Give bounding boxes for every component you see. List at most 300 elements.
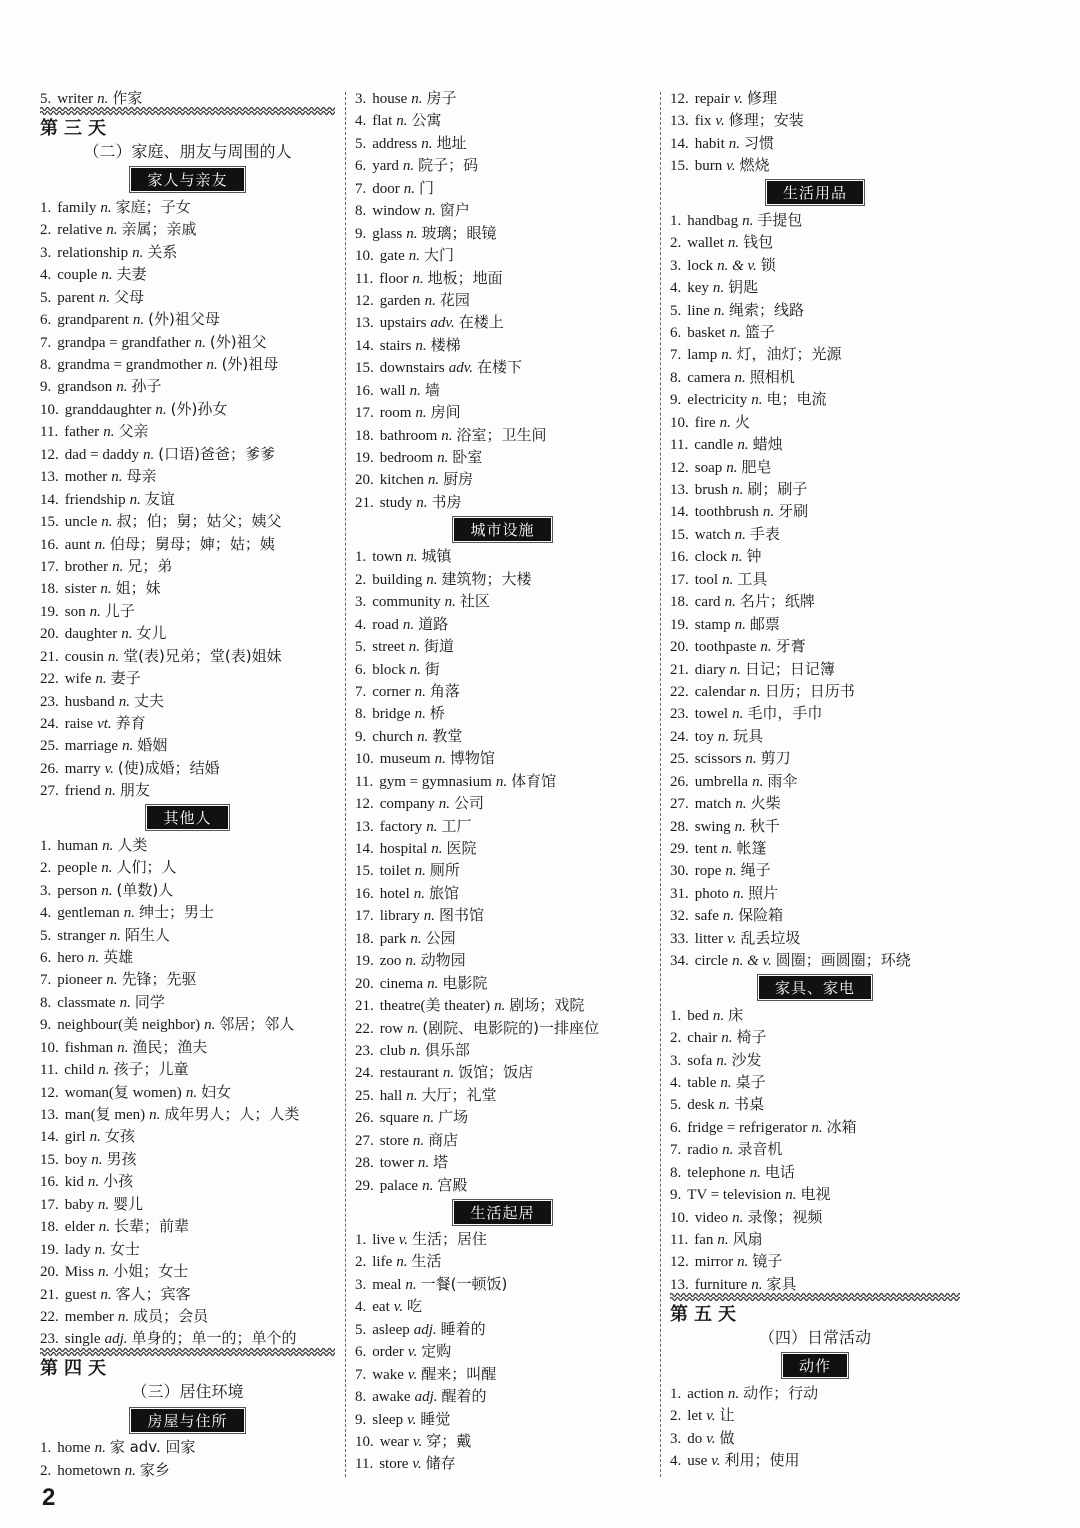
entry-number: 6.	[355, 661, 367, 678]
part-of-speech: n.	[89, 1129, 101, 1146]
vocab-entry	[670, 1049, 960, 1071]
entry-meaning: 伯母；舅母；婶；姑；姨	[109, 534, 275, 553]
entry-meaning: 社区	[459, 592, 490, 611]
entry-word: library	[379, 908, 420, 925]
part-of-speech: n.	[407, 1020, 419, 1037]
entry-meaning: 朋友	[119, 781, 150, 800]
entry-meaning: 习惯	[744, 133, 775, 152]
entry-word: stairs	[379, 337, 412, 354]
entry-meaning: 牙膏	[775, 637, 806, 656]
entry-word: furniture	[694, 1276, 748, 1293]
entry-meaning: 照片	[748, 883, 779, 902]
vocab-entry	[670, 523, 960, 545]
entry-meaning: 桌子	[735, 1072, 766, 1091]
entry-meaning: 单身的；单一的；单个的	[131, 1329, 297, 1348]
part-of-speech: n.	[123, 905, 135, 922]
vocab-entry	[355, 1452, 650, 1474]
part-of-speech: n.	[438, 796, 450, 813]
entry-number: 32.	[670, 908, 689, 925]
entry-number: 22.	[670, 683, 689, 700]
entry-word: chair	[687, 1030, 718, 1047]
entry-meaning: 花园	[439, 290, 470, 309]
entry-word: corner	[372, 683, 411, 700]
entry-number: 23.	[355, 1042, 374, 1059]
vocab-entry	[670, 658, 960, 680]
entry-meaning: 大门	[423, 246, 454, 265]
vocab-entry	[670, 209, 960, 231]
category-header	[40, 1404, 335, 1436]
part-of-speech: n.	[717, 728, 730, 745]
vocab-entry	[40, 286, 335, 308]
part-of-speech: n.	[442, 1065, 455, 1082]
part-of-speech: n.	[117, 1308, 130, 1325]
entry-meaning: 陌生人	[124, 925, 170, 944]
part-of-speech: n.	[396, 1254, 408, 1271]
column-divider	[345, 92, 346, 1477]
entry-word: zoo	[379, 953, 402, 970]
vocab-entry	[40, 757, 335, 779]
day-heading: 第四天	[40, 1358, 112, 1380]
entry-number: 22.	[40, 1308, 59, 1325]
entry-word: litter	[694, 930, 724, 947]
vocab-entry	[355, 446, 650, 468]
entry-number: 13.	[670, 113, 689, 130]
entry-word: toilet	[379, 863, 411, 880]
entry-number: 30.	[670, 863, 689, 880]
entry-word: theatre(美 theater)	[379, 998, 491, 1015]
part-of-speech: n.	[712, 280, 725, 297]
entry-word: wallet	[687, 235, 724, 252]
entry-word: cinema	[379, 975, 424, 992]
entry-number: 3.	[670, 1052, 682, 1069]
entry-word: boy	[64, 1151, 88, 1168]
part-of-speech: n.	[751, 392, 763, 409]
entry-word: kid	[64, 1174, 84, 1191]
entry-number: 12.	[355, 292, 374, 309]
entry-meaning: 渔民；渔夫	[132, 1037, 208, 1056]
entry-number: 13.	[355, 315, 374, 332]
entry-number: 6.	[40, 312, 52, 329]
vocab-entry	[355, 334, 650, 356]
part-of-speech: n. & v.	[717, 257, 757, 274]
vocab-entry	[670, 109, 960, 131]
vocab-entry	[40, 600, 335, 622]
entry-word: grandparent	[57, 312, 129, 329]
entry-word: line	[687, 302, 710, 319]
part-of-speech: n.	[149, 1107, 161, 1123]
vocab-entry	[40, 263, 335, 285]
category-header	[40, 164, 335, 196]
entry-word: person	[57, 882, 98, 899]
entry-meaning: 睡着的	[440, 1319, 486, 1338]
part-of-speech: adj.	[413, 1321, 437, 1338]
part-of-speech: v.	[412, 1456, 422, 1473]
entry-meaning: 长辈；前辈	[113, 1217, 189, 1236]
vocab-entry	[670, 478, 960, 500]
entry-number: 22.	[40, 671, 59, 688]
entry-number: 21.	[40, 648, 59, 665]
part-of-speech: n.	[725, 863, 737, 880]
part-of-speech: v.	[104, 760, 114, 777]
entry-number: 18.	[40, 1219, 59, 1236]
entry-number: 1.	[355, 549, 367, 566]
entry-number: 20.	[355, 975, 374, 992]
entry-meaning: 手表	[749, 524, 780, 543]
entry-meaning: 父亲	[118, 422, 149, 441]
entry-word: human	[57, 837, 99, 854]
entry-number: 7.	[355, 1366, 367, 1383]
vocab-entry	[355, 904, 650, 926]
vocab-entry	[355, 177, 650, 199]
part-of-speech: n.	[731, 549, 743, 566]
entry-number: 8.	[355, 706, 367, 723]
entry-word: block	[372, 661, 406, 678]
entry-meaning: 日历；日历书	[764, 681, 855, 700]
vocab-entry	[670, 321, 960, 343]
part-of-speech: n.	[132, 244, 144, 261]
vocab-entry	[355, 154, 650, 176]
part-of-speech: v.	[407, 1411, 417, 1428]
entry-number: 15.	[40, 1151, 59, 1168]
vocab-entry	[40, 218, 335, 240]
category-header	[670, 1350, 960, 1382]
entry-number: 2.	[355, 1254, 367, 1271]
column-divider	[660, 92, 661, 1477]
vocab-entry	[355, 815, 650, 837]
part-of-speech: n.	[124, 1462, 136, 1479]
part-of-speech: n.	[751, 1276, 763, 1293]
entry-meaning: 定购	[421, 1342, 452, 1361]
vocab-entry	[40, 1125, 335, 1147]
entry-meaning: 让	[719, 1406, 735, 1425]
entry-meaning: 锁	[760, 255, 776, 274]
part-of-speech: n.	[752, 773, 764, 790]
part-of-speech: n. & v.	[732, 953, 772, 970]
part-of-speech: n.	[727, 1385, 740, 1402]
vocab-entry	[355, 468, 650, 490]
entry-word: fridge = refrigerator	[687, 1119, 808, 1136]
entry-meaning: 火柴	[750, 794, 781, 813]
entry-number: 10.	[40, 1039, 59, 1056]
vocab-entry	[40, 1260, 335, 1282]
entry-meaning: 姐；妹	[115, 579, 161, 598]
entry-number: 7.	[40, 334, 52, 351]
wavy-divider	[670, 1295, 960, 1304]
entry-word: door	[372, 180, 400, 197]
entry-meaning: 帐篷	[736, 839, 767, 857]
column-2	[355, 87, 650, 1475]
category-badge: 其他人	[147, 806, 227, 829]
vocab-entry	[670, 1026, 960, 1048]
part-of-speech: n.	[411, 91, 423, 107]
entry-number: 7.	[670, 347, 682, 364]
part-of-speech: n.	[415, 337, 427, 354]
entry-word: wake	[372, 1366, 404, 1383]
entry-word: photo	[694, 885, 729, 902]
entry-number: 11.	[355, 1456, 374, 1473]
part-of-speech: v.	[393, 1299, 404, 1316]
part-of-speech: n.	[719, 414, 731, 431]
part-of-speech: n.	[406, 549, 418, 566]
entry-meaning: 生活	[411, 1252, 442, 1271]
part-of-speech: n.	[424, 203, 436, 220]
vocab-entry	[355, 770, 650, 792]
vocab-entry	[40, 1058, 335, 1080]
part-of-speech: n.	[405, 953, 417, 970]
vocab-entry	[355, 1017, 650, 1039]
entry-word: community	[372, 594, 441, 611]
entry-meaning: 俱乐部	[424, 1040, 470, 1059]
entry-number: 21.	[670, 661, 689, 678]
entry-word: stamp	[694, 616, 731, 633]
part-of-speech: v.	[412, 1433, 423, 1450]
part-of-speech: n.	[720, 1074, 732, 1091]
part-of-speech: n.	[441, 427, 453, 444]
part-of-speech: n.	[403, 180, 415, 197]
entry-meaning: 剧场；戏院	[509, 996, 585, 1015]
vocab-entry	[355, 1061, 650, 1083]
vocab-entry	[40, 465, 335, 487]
entry-number: 29.	[670, 841, 689, 857]
vocab-entry	[355, 792, 650, 814]
vocab-entry	[670, 590, 960, 612]
entry-meaning: 街道	[423, 637, 454, 656]
entry-meaning: 厨房	[443, 470, 474, 489]
entry-word: house	[372, 91, 408, 107]
part-of-speech: n.	[405, 1276, 417, 1293]
entry-meaning: 在楼上	[458, 313, 504, 332]
entry-meaning: 妻子	[110, 669, 141, 688]
entry-number: 16.	[355, 382, 374, 399]
entry-number: 17.	[355, 405, 374, 422]
entry-meaning: 书房	[431, 492, 462, 511]
vocab-entry	[355, 545, 650, 567]
category-badge: 家人与亲友	[131, 168, 243, 191]
entry-word: kitchen	[379, 472, 424, 489]
vocab-entry	[40, 779, 335, 801]
vocab-entry	[40, 1081, 335, 1103]
vocab-entry	[670, 500, 960, 522]
entry-number: 9.	[40, 1017, 52, 1034]
part-of-speech: n.	[185, 1084, 198, 1101]
entry-word: store	[379, 1456, 409, 1473]
part-of-speech: n.	[204, 1017, 216, 1034]
vocab-entry	[355, 244, 650, 266]
entry-meaning: 修理；安装	[728, 111, 804, 130]
entry-number: 34.	[670, 953, 689, 970]
entry-meaning: 手提包	[757, 210, 803, 229]
entry-number: 12.	[670, 459, 689, 476]
entry-meaning: 客人；宾客	[115, 1284, 191, 1303]
entry-word: lady	[64, 1241, 91, 1258]
entry-word: desk	[687, 1097, 715, 1114]
vocab-entry	[355, 222, 650, 244]
vocab-entry	[355, 379, 650, 401]
vocab-entry	[355, 1273, 650, 1295]
vocab-entry	[40, 443, 335, 465]
entry-meaning: 工厂	[441, 816, 472, 835]
part-of-speech: n.	[423, 908, 435, 925]
entry-word: hometown	[57, 1462, 121, 1479]
part-of-speech: n.	[722, 1142, 734, 1159]
entry-number: 13.	[355, 818, 374, 835]
entry-word: grandson	[57, 379, 113, 396]
part-of-speech: n.	[98, 1062, 110, 1079]
part-of-speech: n.	[422, 1110, 435, 1127]
entry-meaning: 毛巾，手巾	[747, 704, 823, 723]
part-of-speech: n.	[437, 450, 449, 466]
entry-meaning: 博物馆	[449, 749, 495, 768]
entry-number: 3.	[355, 594, 367, 611]
entry-word: friend	[64, 783, 101, 800]
vocab-entry	[670, 1206, 960, 1228]
entry-word: garden	[379, 292, 421, 309]
entry-meaning: 亲属；亲戚	[121, 220, 197, 239]
entry-number: 19.	[355, 953, 374, 970]
entry-meaning: (外)祖父母	[148, 310, 220, 329]
part-of-speech: v.	[711, 1453, 721, 1470]
entry-meaning: 公寓	[411, 111, 442, 130]
entry-meaning: 道路	[418, 614, 449, 633]
entry-word: hero	[57, 949, 84, 966]
entry-number: 9.	[670, 392, 682, 409]
vocab-entry	[355, 702, 650, 724]
wavy-divider	[40, 1350, 335, 1359]
entry-number: 28.	[670, 818, 689, 835]
entry-meaning: 公司	[453, 794, 484, 813]
category-header	[355, 1196, 650, 1228]
vocab-entry	[670, 1250, 960, 1272]
vocab-entry	[355, 1129, 650, 1151]
entry-word: soap	[694, 459, 723, 476]
entry-number: 24.	[670, 728, 689, 745]
entry-word: study	[379, 494, 413, 511]
entry-meaning: 冰箱	[826, 1117, 857, 1136]
entry-word: restaurant	[379, 1065, 439, 1082]
entry-meaning: 睡觉	[420, 1409, 451, 1428]
vocab-entry	[670, 1449, 960, 1471]
entry-number: 6.	[355, 158, 367, 175]
vocab-entry	[40, 488, 335, 510]
entry-number: 25.	[355, 1087, 374, 1104]
vocab-entry	[670, 1427, 960, 1449]
vocab-entry	[40, 1013, 335, 1035]
entry-word: asleep	[372, 1321, 410, 1338]
part-of-speech: n.	[737, 437, 749, 454]
vocab-entry	[670, 859, 960, 881]
entry-number: 16.	[355, 885, 374, 902]
entry-meaning: 动作；行动	[743, 1383, 819, 1402]
entry-number: 3.	[670, 257, 682, 274]
entry-word: hotel	[379, 885, 410, 902]
entry-meaning: 母亲	[126, 467, 157, 486]
entry-number: 8.	[355, 1389, 367, 1406]
entry-meaning: 养育	[115, 714, 146, 732]
part-of-speech: n.	[122, 738, 134, 755]
entry-number: 24.	[40, 716, 59, 732]
part-of-speech: n.	[94, 536, 106, 553]
entry-meaning: 楼梯	[430, 335, 461, 354]
category-badge: 动作	[783, 1354, 847, 1377]
part-of-speech: n.	[734, 526, 746, 543]
entry-number: 1.	[40, 199, 52, 216]
entry-number: 11.	[40, 424, 59, 441]
part-of-speech: n.	[410, 930, 422, 947]
entry-word: card	[694, 594, 721, 611]
part-of-speech: n.	[118, 693, 130, 710]
entry-word: electricity	[687, 392, 748, 409]
vocab-entry	[40, 879, 335, 901]
entry-word: writer	[57, 91, 94, 107]
part-of-speech: n.	[116, 379, 128, 396]
vocab-entry	[670, 254, 960, 276]
entry-meaning: 妇女	[201, 1082, 232, 1101]
entry-word: husband	[64, 693, 115, 710]
entry-word: circle	[694, 953, 729, 970]
entry-word: TV = television	[687, 1187, 782, 1204]
entry-number: 14.	[355, 337, 374, 354]
part-of-speech: n.	[112, 558, 124, 575]
entry-number: 1.	[40, 837, 52, 854]
entry-word: toothbrush	[694, 504, 759, 521]
entry-word: order	[372, 1344, 404, 1361]
entry-meaning: 女儿	[136, 624, 167, 643]
part-of-speech: n.	[732, 482, 744, 498]
part-of-speech: n.	[155, 401, 167, 418]
entry-word: father	[64, 424, 100, 441]
vocab-entry	[355, 199, 650, 221]
entry-meaning: 饭馆；饭店	[458, 1063, 534, 1082]
entry-number: 5.	[40, 289, 52, 306]
entry-word: towel	[694, 706, 729, 723]
entry-word: lock	[687, 257, 714, 274]
entry-meaning: 玻璃；眼镜	[421, 223, 497, 242]
entry-meaning: 邻居；邻人	[219, 1015, 295, 1034]
entry-meaning: 作家	[112, 89, 143, 107]
entry-number: 31.	[670, 885, 689, 902]
entry-word: relative	[57, 222, 103, 239]
entry-number: 27.	[40, 783, 59, 800]
entry-meaning: 修理	[747, 89, 778, 107]
entry-meaning: 绳索；线路	[729, 300, 805, 319]
entry-word: couple	[57, 267, 98, 284]
entry-word: store	[379, 1132, 409, 1149]
day-heading: 第五天	[670, 1303, 742, 1325]
entry-word: habit	[694, 135, 725, 152]
entry-number: 18.	[40, 581, 59, 598]
entry-meaning: 体育馆	[511, 771, 557, 790]
entry-number: 33.	[670, 930, 689, 947]
part-of-speech: n.	[101, 882, 113, 899]
entry-word: home	[57, 1440, 91, 1457]
part-of-speech: n.	[97, 1196, 110, 1213]
entry-word: gate	[379, 248, 405, 265]
vocab-entry	[670, 1116, 960, 1138]
column-1	[40, 87, 335, 1481]
entry-number: 24.	[355, 1065, 374, 1082]
category-badge: 房屋与住所	[131, 1409, 243, 1432]
entry-number: 1.	[355, 1232, 367, 1248]
entry-meaning: 房间	[430, 403, 461, 422]
vocab-entry	[40, 577, 335, 599]
entry-number: 18.	[355, 930, 374, 947]
vocab-entry	[670, 456, 960, 478]
part-of-speech: n.	[206, 357, 218, 373]
entry-word: row	[379, 1020, 404, 1037]
vocab-entry	[670, 154, 960, 176]
part-of-speech: n.	[762, 504, 775, 521]
vocab-entry	[670, 132, 960, 154]
